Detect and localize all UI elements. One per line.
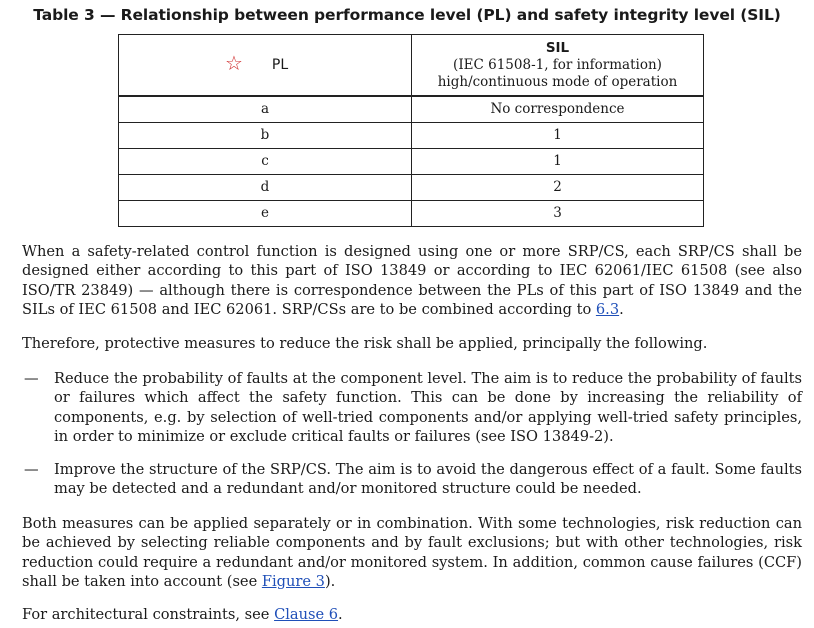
bullet-dash: — [24,461,39,478]
table-row [119,148,704,174]
list-item [22,369,802,446]
pl-column-header [119,35,412,97]
table-row [119,122,704,148]
figure-3-link[interactable]: Figure 3 [261,572,325,590]
bullet-dash: — [24,370,39,387]
star-outline-icon[interactable]: ☆ [225,51,243,75]
sil-cell: 3 [412,200,704,226]
paragraph-text: Both measures can be applied separately or in combination. With some technologies, risk reduction can be achieved by selecting reliable components and by fault exclusions; but with other technologies, risk reduction could require a redundant and/or monitored system. In addition, common cause failures (CCF) shall be taken into account (see [22,515,802,590]
paragraph-end: . [338,606,343,623]
sil-cell: 1 [412,122,704,148]
paragraph-end: . [619,300,624,318]
table-title: Table 3 — Relationship between performance level (PL) and safety integrity level (SIL) [33,6,781,24]
pl-cell: c [119,148,412,174]
paragraph-srp-cs-design [22,242,802,319]
table-header-row [119,35,704,97]
clause-6-3-link[interactable]: 6.3 [595,300,620,318]
pl-header-label: PL [271,57,289,73]
sil-header-standard: (IEC 61508-1, for information) [453,56,662,73]
paragraph-combination [22,514,802,591]
pl-cell: d [119,174,412,200]
sil-column-header [412,35,704,97]
list-item-text: Improve the structure of the SRP/CS. The aim is to avoid the dangerous effect of a fault. Some faults may be detected and a redundant and/or monitored structure could be needed. [54,461,802,498]
paragraph-text: When a safety-related control function is designed using one or more SRP/CS, each SRP/CS shall be designed either according to this part of ISO 13849 or according to IEC 62061/IEC 61508 (see also ISO/TR 23849) — although there is correspondence between the PLs of this part of ISO 13849 and the SILs of IEC 61508 and IEC 62061. SRP/CSs are to be combined according to [22,243,802,318]
pl-sil-table [118,34,704,227]
table-row [119,96,704,122]
table-row [119,200,704,226]
pl-cell: a [119,96,412,122]
sil-cell: 2 [412,174,704,200]
list-item-text: Reduce the probability of faults at the component level. The aim is to reduce the probability of faults or failures which affect the safety function. This can be done by increasing the reliability of components, e.g. by selection of well-tried components and/or applying well-tried safety principles, in order to minimize or exclude critical faults or failures (see ISO 13849-2). [54,370,802,445]
sil-header-label: SIL [545,39,570,56]
paragraph-end: ). [324,572,336,590]
table-row [119,174,704,200]
sil-cell: 1 [412,148,704,174]
pl-cell: e [119,200,412,226]
sil-header-mode: high/continuous mode of operation [437,73,678,90]
pl-cell: b [119,122,412,148]
paragraph-architectural-constraints [22,605,802,624]
list-item [22,460,802,499]
sil-cell: No correspondence [412,96,704,122]
paragraph-text: For architectural constraints, see [22,606,275,623]
paragraph-protective-measures [22,334,802,353]
clause-6-link[interactable]: Clause 6 [274,606,339,623]
paragraph-text: Therefore, protective measures to reduce the risk shall be applied, principally the following. [22,335,708,352]
